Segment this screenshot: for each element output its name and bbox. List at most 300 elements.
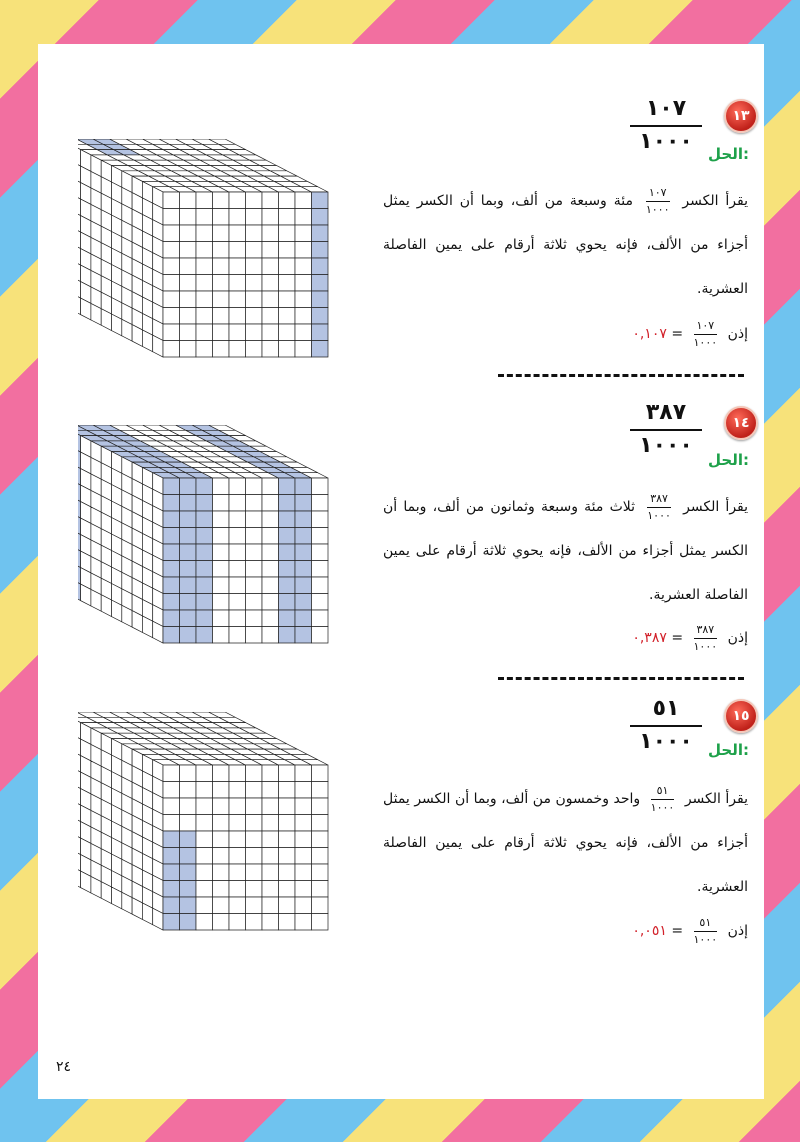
solution-line-suffix: مئة وسبعة من ألف، وبما أن الكسر: [416, 193, 633, 209]
cube-cell: [213, 209, 230, 226]
cube-cell: [163, 242, 180, 259]
cube-cell: [246, 324, 263, 341]
solution-line-prefix: يقرأ الكسر: [684, 791, 749, 807]
cube-cell: [163, 275, 180, 292]
cube-cell: [279, 291, 296, 308]
cube-cell: [180, 627, 197, 644]
cube-cell: [246, 225, 263, 242]
cube-cell: [180, 577, 197, 594]
cube-cell: [229, 594, 246, 611]
then-label: إذن: [727, 630, 748, 646]
cube-cell: [262, 561, 279, 578]
solution-label: الحل:: [708, 741, 749, 759]
cube-cell: [262, 864, 279, 881]
cube-cell: [180, 242, 197, 259]
fraction-bar: [630, 429, 702, 431]
cube-cell: [295, 324, 312, 341]
cube-cell: [246, 577, 263, 594]
cube-cell: [279, 544, 296, 561]
cube-cell: [180, 610, 197, 627]
cube-cell: [279, 495, 296, 512]
cube-cell: [295, 225, 312, 242]
cube-cell: [196, 831, 213, 848]
cube-cell: [180, 881, 197, 898]
cube-cell: [246, 478, 263, 495]
inline-fraction: ٥١ ١٠٠٠: [650, 783, 675, 814]
cube-cell: [295, 209, 312, 226]
cube-cell: [246, 815, 263, 832]
cube-cell: [213, 831, 230, 848]
cube-cell: [196, 627, 213, 644]
cube-cell: [262, 881, 279, 898]
solution-explanation: وبما أن الكسر يمثل أجزاء من الألف، فإنه يحوي ثلاثة أرقام على يمين الفاصلة العشرية.: [383, 499, 748, 603]
cube-cell: [262, 192, 279, 209]
cube-cell: [163, 528, 180, 545]
cube-cell: [213, 798, 230, 815]
cube-cell: [279, 864, 296, 881]
solution-result: [518, 909, 748, 953]
cube-cell: [295, 544, 312, 561]
solution-explanation: الكسر يمثل أجزاء من الألف، فإنه يحوي ثلاثة أرقام على يمين الفاصلة العشرية.: [383, 791, 748, 895]
cube-cell: [196, 275, 213, 292]
cube-cell: [180, 815, 197, 832]
cube-cell: [229, 291, 246, 308]
cube-cell: [196, 324, 213, 341]
decimal-answer: ٠,٠٥١: [632, 923, 667, 939]
cube-cell: [312, 209, 329, 226]
solution-line-prefix: يقرأ الكسر: [683, 499, 749, 515]
cube-cell: [163, 881, 180, 898]
cube-cell: [180, 275, 197, 292]
cube-cell: [246, 511, 263, 528]
cube-cell: [213, 308, 230, 325]
fraction-bar: [630, 725, 702, 727]
cube-cell: [312, 561, 329, 578]
cube-cell: [229, 831, 246, 848]
cube-cell: [163, 495, 180, 512]
cube-cell: [180, 258, 197, 275]
cube-cell: [295, 627, 312, 644]
cube-cell: [295, 897, 312, 914]
cube-cell: [163, 258, 180, 275]
cube-cell: [163, 798, 180, 815]
cube-cell: [180, 478, 197, 495]
cube-cell: [163, 291, 180, 308]
cube-cell: [163, 544, 180, 561]
cube-cell: [196, 798, 213, 815]
cube-cell: [279, 914, 296, 931]
cube-cell: [163, 831, 180, 848]
cube-cell: [295, 308, 312, 325]
cube-cell: [229, 897, 246, 914]
inline-fraction: ٣٨٧ ١٠٠٠: [693, 622, 718, 653]
cube-cell: [262, 577, 279, 594]
cube-cell: [312, 881, 329, 898]
inline-fraction: ٣٨٧ ١٠٠٠: [647, 491, 671, 522]
cube-cell: [312, 798, 329, 815]
cube-cell: [262, 341, 279, 358]
cube-cell: [295, 610, 312, 627]
cube-cell: [180, 308, 197, 325]
cube-cell: [312, 627, 329, 644]
fraction-numerator: ١٠٧: [645, 96, 687, 121]
cube-cell: [279, 511, 296, 528]
cube-model-387: [78, 425, 358, 665]
cube-cell: [180, 848, 197, 865]
cube-cell: [262, 610, 279, 627]
cube-cell: [279, 881, 296, 898]
fraction-denominator: ١٠٠٠: [639, 433, 693, 458]
cube-cell: [312, 242, 329, 259]
cube-cell: [213, 511, 230, 528]
cube-cell: [229, 627, 246, 644]
cube-cell: [180, 291, 197, 308]
cube-cell: [295, 765, 312, 782]
problem-number-badge: ١٤: [724, 406, 758, 440]
cube-cell: [163, 864, 180, 881]
cube-cell: [295, 242, 312, 259]
cube-cell: [229, 242, 246, 259]
cube-cell: [295, 511, 312, 528]
then-label: إذن: [727, 923, 748, 939]
solution-line-suffix: واحد وخمسون من ألف، وبما أن: [454, 791, 641, 807]
cube-cell: [279, 848, 296, 865]
cube-cell: [295, 495, 312, 512]
cube-cell: [213, 561, 230, 578]
fraction-denominator: ١٠٠٠: [639, 729, 693, 754]
cube-cell: [229, 225, 246, 242]
solution-text: [383, 777, 748, 909]
cube-cell: [279, 341, 296, 358]
cube-cell: [279, 209, 296, 226]
cube-cell: [312, 914, 329, 931]
cube-cell: [279, 831, 296, 848]
cube-cell: [196, 308, 213, 325]
cube-cell: [196, 815, 213, 832]
cube-cell: [180, 324, 197, 341]
cube-cell: [262, 594, 279, 611]
cube-cell: [180, 192, 197, 209]
equals-sign: =: [671, 630, 684, 646]
cube-cell: [163, 627, 180, 644]
cube-cell: [163, 765, 180, 782]
cube-cell: [196, 528, 213, 545]
cube-cell: [312, 848, 329, 865]
cube-cell: [312, 897, 329, 914]
cube-cell: [163, 209, 180, 226]
fraction-denominator: ١٠٠٠: [639, 129, 693, 154]
cube-cell: [262, 209, 279, 226]
cube-cell: [262, 897, 279, 914]
cube-cell: [262, 528, 279, 545]
cube-cell: [196, 914, 213, 931]
cube-cell: [213, 225, 230, 242]
cube-cell: [229, 881, 246, 898]
cube-cell: [295, 798, 312, 815]
cube-cell: [279, 258, 296, 275]
cube-cell: [312, 495, 329, 512]
cube-cell: [246, 291, 263, 308]
cube-cell: [246, 864, 263, 881]
cube-cell: [229, 765, 246, 782]
cube-cell: [180, 561, 197, 578]
cube-cell: [213, 528, 230, 545]
cube-cell: [262, 914, 279, 931]
cube-cell: [213, 914, 230, 931]
solution-result: [518, 312, 748, 356]
cube-cell: [295, 275, 312, 292]
cube-cell: [180, 831, 197, 848]
cube-cell: [196, 495, 213, 512]
cube-cell: [295, 577, 312, 594]
cube-cell: [163, 478, 180, 495]
cube-cell: [312, 864, 329, 881]
cube-cell: [246, 209, 263, 226]
cube-cell: [312, 782, 329, 799]
cube-cell: [229, 798, 246, 815]
cube-cell: [180, 495, 197, 512]
cube-cell: [213, 848, 230, 865]
cube-cell: [312, 831, 329, 848]
cube-cell: [312, 324, 329, 341]
cube-cell: [312, 577, 329, 594]
cube-cell: [180, 594, 197, 611]
cube-cell: [246, 881, 263, 898]
cube-cell: [262, 242, 279, 259]
cube-cell: [246, 544, 263, 561]
cube-cell: [196, 864, 213, 881]
cube-cell: [279, 765, 296, 782]
cube-cell: [246, 914, 263, 931]
cube-cell: [229, 511, 246, 528]
solution-explanation: يمثل أجزاء من الألف، فإنه يحوي ثلاثة أرقام على يمين الفاصلة العشرية.: [383, 193, 748, 297]
cube-cell: [295, 258, 312, 275]
cube-cell: [246, 275, 263, 292]
cube-cell: [295, 815, 312, 832]
cube-cell: [246, 831, 263, 848]
problem-number-badge: ١٣: [724, 99, 758, 133]
cube-cell: [213, 782, 230, 799]
fraction-numerator: ٣٨٧: [645, 400, 687, 425]
cube-cell: [163, 594, 180, 611]
cube-cell: [213, 478, 230, 495]
cube-cell: [180, 765, 197, 782]
cube-cell: [196, 192, 213, 209]
problem-fraction: [630, 400, 702, 458]
cube-cell: [246, 528, 263, 545]
cube-cell: [213, 577, 230, 594]
cube-cell: [295, 864, 312, 881]
cube-cell: [196, 544, 213, 561]
cube-cell: [180, 798, 197, 815]
cube-cell: [196, 561, 213, 578]
cube-cell: [180, 209, 197, 226]
cube-cell: [213, 341, 230, 358]
cube-cell: [279, 225, 296, 242]
cube-cell: [213, 495, 230, 512]
cube-cell: [196, 881, 213, 898]
cube-cell: [312, 192, 329, 209]
cube-cell: [262, 258, 279, 275]
problem-fraction: [630, 96, 702, 154]
solution-line-suffix: ثلاث مئة وسبعة وثمانون من ألف،: [432, 499, 636, 515]
cube-cell: [229, 914, 246, 931]
cube-cell: [312, 341, 329, 358]
cube-cell: [229, 610, 246, 627]
cube-cell: [262, 324, 279, 341]
inline-fraction: ١٠٧ ١٠٠٠: [693, 318, 718, 349]
cube-cell: [196, 341, 213, 358]
cube-cell: [180, 897, 197, 914]
cube-cell: [312, 291, 329, 308]
cube-cell: [213, 815, 230, 832]
cube-cell: [163, 341, 180, 358]
cube-cell: [279, 275, 296, 292]
cube-cell: [262, 308, 279, 325]
cube-cell: [262, 225, 279, 242]
cube-cell: [312, 594, 329, 611]
cube-cell: [295, 341, 312, 358]
cube-cell: [229, 478, 246, 495]
cube-cell: [196, 848, 213, 865]
decimal-answer: ٠,١٠٧: [632, 326, 667, 342]
cube-cell: [196, 209, 213, 226]
cube-cell: [246, 798, 263, 815]
cube-cell: [295, 561, 312, 578]
cube-cell: [196, 478, 213, 495]
cube-cell: [246, 192, 263, 209]
cube-cell: [163, 561, 180, 578]
cube-cell: [246, 561, 263, 578]
cube-cell: [163, 782, 180, 799]
cube-cell: [229, 495, 246, 512]
cube-cell: [196, 594, 213, 611]
cube-cell: [262, 495, 279, 512]
cube-cell: [295, 478, 312, 495]
problem-fraction: [630, 696, 702, 754]
cube-cell: [279, 627, 296, 644]
cube-cell: [180, 544, 197, 561]
equals-sign: =: [671, 923, 684, 939]
cube-cell: [163, 815, 180, 832]
cube-cell: [229, 308, 246, 325]
cube-cell: [262, 511, 279, 528]
cube-cell: [213, 765, 230, 782]
decimal-answer: ٠,٣٨٧: [632, 630, 667, 646]
cube-cell: [196, 225, 213, 242]
cube-model-107: [78, 139, 358, 379]
cube-cell: [262, 831, 279, 848]
cube-cell: [312, 308, 329, 325]
cube-cell: [262, 627, 279, 644]
cube-cell: [180, 782, 197, 799]
cube-cell: [279, 308, 296, 325]
cube-cell: [295, 594, 312, 611]
cube-cell: [279, 782, 296, 799]
cube-cell: [312, 544, 329, 561]
cube-cell: [279, 798, 296, 815]
cube-cell: [312, 478, 329, 495]
cube-cell: [213, 324, 230, 341]
solution-text: [383, 179, 748, 311]
cube-cell: [213, 594, 230, 611]
cube-cell: [312, 815, 329, 832]
cube-cell: [229, 209, 246, 226]
cube-cell: [163, 897, 180, 914]
cube-cell: [295, 914, 312, 931]
inline-fraction: ١٠٧ ١٠٠٠: [645, 185, 670, 216]
cube-cell: [279, 577, 296, 594]
cube-cell: [196, 242, 213, 259]
cube-model-51: [78, 712, 358, 952]
cube-cell: [229, 341, 246, 358]
cube-cell: [163, 914, 180, 931]
cube-cell: [246, 782, 263, 799]
cube-cell: [312, 511, 329, 528]
cube-cell: [196, 258, 213, 275]
cube-cell: [196, 782, 213, 799]
fraction-bar: [630, 125, 702, 127]
cube-cell: [163, 511, 180, 528]
solution-result: [518, 616, 748, 660]
cube-cell: [229, 324, 246, 341]
inline-fraction: ٥١ ١٠٠٠: [693, 915, 718, 946]
cube-cell: [262, 798, 279, 815]
cube-cell: [295, 831, 312, 848]
cube-cell: [279, 192, 296, 209]
cube-cell: [229, 275, 246, 292]
cube-cell: [229, 192, 246, 209]
cube-cell: [246, 242, 263, 259]
cube-cell: [163, 577, 180, 594]
cube-cell: [213, 258, 230, 275]
cube-cell: [262, 848, 279, 865]
cube-cell: [262, 544, 279, 561]
cube-cell: [229, 544, 246, 561]
cube-cell: [213, 275, 230, 292]
cube-cell: [213, 881, 230, 898]
cube-cell: [312, 258, 329, 275]
cube-cell: [279, 610, 296, 627]
cube-cell: [180, 914, 197, 931]
equals-sign: =: [671, 326, 684, 342]
cube-cell: [246, 765, 263, 782]
cube-cell: [229, 561, 246, 578]
cube-cell: [180, 864, 197, 881]
cube-cell: [163, 225, 180, 242]
solution-text: [383, 485, 748, 617]
cube-cell: [246, 610, 263, 627]
problem-number-badge: ١٥: [724, 699, 758, 733]
cube-cell: [163, 610, 180, 627]
cube-cell: [279, 561, 296, 578]
cube-cell: [229, 864, 246, 881]
solution-label: الحل:: [708, 451, 749, 469]
cube-cell: [295, 528, 312, 545]
cube-cell: [279, 242, 296, 259]
cube-cell: [279, 324, 296, 341]
cube-cell: [163, 192, 180, 209]
cube-cell: [262, 782, 279, 799]
cube-cell: [180, 511, 197, 528]
cube-cell: [213, 242, 230, 259]
cube-cell: [262, 478, 279, 495]
cube-cell: [246, 341, 263, 358]
section-divider: [498, 374, 744, 377]
page-number: ٢٤: [56, 1059, 72, 1075]
cube-cell: [246, 308, 263, 325]
cube-cell: [295, 881, 312, 898]
